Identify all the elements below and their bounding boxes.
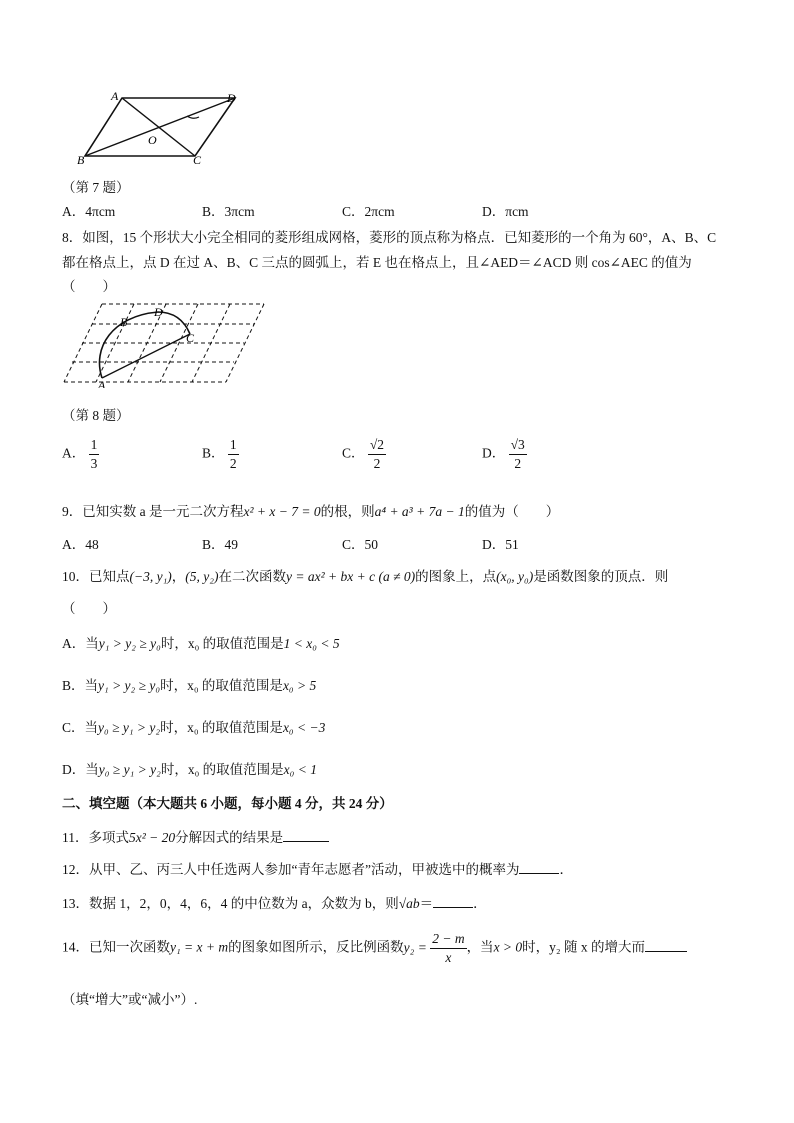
q8-option-c: C． $\frac{√2}{2}$ <box>342 437 385 471</box>
q10-option-a: A．当y₁ > y₂ ≥ y₀时，x₀ 的取值范围是1 < x₀ < 5 <box>62 636 340 651</box>
q10-answer-paren: （ ） <box>62 601 116 616</box>
q8-option-a-fraction: $\frac{1}{3}$ <box>90 437 98 471</box>
q12-answer-blank[interactable] <box>519 861 559 874</box>
q8-rhombus-grid-figure <box>62 298 272 388</box>
q13-stem: 13．数据 1，2，0，4，6，4 的中位数为 a，众数为 b，则√ab＝ ． <box>62 896 487 911</box>
q8-answer-paren: （ ） <box>62 279 116 294</box>
q8-label-d: D <box>154 305 163 319</box>
q8-option-d-fraction: $\frac{√3}{2}$ <box>510 437 525 471</box>
q11-expression: 5x² − 20 <box>129 830 176 845</box>
q13-sqrt-ab: √ab <box>398 896 420 911</box>
q9-expression: a⁴ + a³ + 7a − 1 <box>374 504 465 519</box>
q8-option-a: A． $\frac{1}{3}$ <box>62 437 98 471</box>
q11-answer-blank[interactable] <box>283 829 329 842</box>
q10-function: y = ax² + bx + c (a ≠ 0) <box>285 569 416 584</box>
q8-stem-line1: 8．如图，15 个形状大小完全相同的菱形组成网格，菱形的顶点称为格点．已知菱形的一个角为 60°，A、B、C <box>62 230 717 245</box>
q8-option-d: D． $\frac{√3}{2}$ <box>482 437 525 471</box>
q14-instruction: （填“增大”或“减小”）. <box>62 992 198 1007</box>
q8-segment-ac <box>102 334 190 378</box>
q7-option-a: A．4πcm <box>62 204 116 219</box>
q7-label-d: D <box>227 91 236 105</box>
q7-caption: （第 7 题） <box>62 180 130 195</box>
q9-option-d: D．51 <box>482 537 519 552</box>
q14-stem: 14．已知一次函数y₁ = x + m的图象如图所示，反比例函数y₂ = $\frac{2 - m}{x}$ ，当x > 0时，y₂ 随 x 的增大而 <box>62 930 687 967</box>
q7-option-c: C．2πcm <box>342 204 395 219</box>
q10-option-d: D．当y₀ ≥ y₁ > y₂时，x₀ 的取值范围是x₀ < 1 <box>62 762 317 777</box>
q8-label-a: A <box>98 378 106 388</box>
q10-vertex: (x₀, y₀) <box>496 569 534 584</box>
q14-linear-function: y₁ = x + m <box>170 939 229 955</box>
q10-stem: 10．已知点(−3, y₁)，(5, y₂)在二次函数y = ax² + bx + c (a ≠ 0)的图象上，点(x₀, y₀)是函数图象的顶点．则 <box>62 569 669 584</box>
q7-parallelogram-figure <box>75 88 245 168</box>
q9-equation: x² + x − 7 = 0 <box>243 504 321 519</box>
q9-stem: 9．已知实数 a 是一元二次方程x² + x − 7 = 0的根，则a⁴ + a³ + 7a − 1的值为（ ） <box>62 504 560 519</box>
q9-option-a: A．48 <box>62 537 99 552</box>
q8-label-c: C <box>186 331 195 345</box>
q8-caption: （第 8 题） <box>62 408 130 423</box>
q7-option-b: B．3πcm <box>202 204 255 219</box>
q14-answer-blank[interactable] <box>645 939 687 952</box>
q8-label-b: B <box>120 315 128 329</box>
q7-diagonal-bd <box>85 98 235 156</box>
q8-stem-line2: 都在格点上，点 D 在过 A、B、C 三点的圆弧上，若 E 也在格点上，且∠AED＝∠ACD 则 cos∠AEC 的值为 <box>62 255 692 270</box>
q12-stem: 12．从甲、乙、丙三人中任选两人参加“青年志愿者”活动，甲被选中的概率为 ． <box>62 862 573 877</box>
q8-arc-abc <box>99 312 190 378</box>
q10-point-2: (5, y₂) <box>185 569 219 584</box>
q7-label-c: C <box>193 153 202 167</box>
q7-option-d: D．πcm <box>482 204 529 219</box>
q7-label-b: B <box>77 153 85 167</box>
q10-option-b: B．当y₁ > y₂ ≥ y₀时，x₀ 的取值范围是x₀ > 5 <box>62 678 317 693</box>
q9-option-b: B．49 <box>202 537 239 552</box>
q13-answer-blank[interactable] <box>433 895 473 908</box>
q10-point-1: (−3, y₁) <box>129 569 172 584</box>
q7-label-a: A <box>111 89 119 103</box>
q10-option-c: C．当y₀ ≥ y₁ > y₂时，x₀ 的取值范围是x₀ < −3 <box>62 720 326 735</box>
q14-inverse-function: y₂ = $\frac{2 - m}{x}$ <box>403 931 465 965</box>
q8-option-b: B． $\frac{1}{2}$ <box>202 437 237 471</box>
q8-option-c-fraction: $\frac{√2}{2}$ <box>369 437 385 471</box>
q8-option-b-fraction: $\frac{1}{2}$ <box>229 437 237 471</box>
q7-label-o: O <box>148 133 157 147</box>
q9-option-c: C．50 <box>342 537 379 552</box>
q11-stem: 11．多项式5x² − 20分解因式的结果是 <box>62 826 329 846</box>
section-2-heading: 二、填空题（本大题共 6 小题，每小题 4 分，共 24 分） <box>62 796 393 811</box>
